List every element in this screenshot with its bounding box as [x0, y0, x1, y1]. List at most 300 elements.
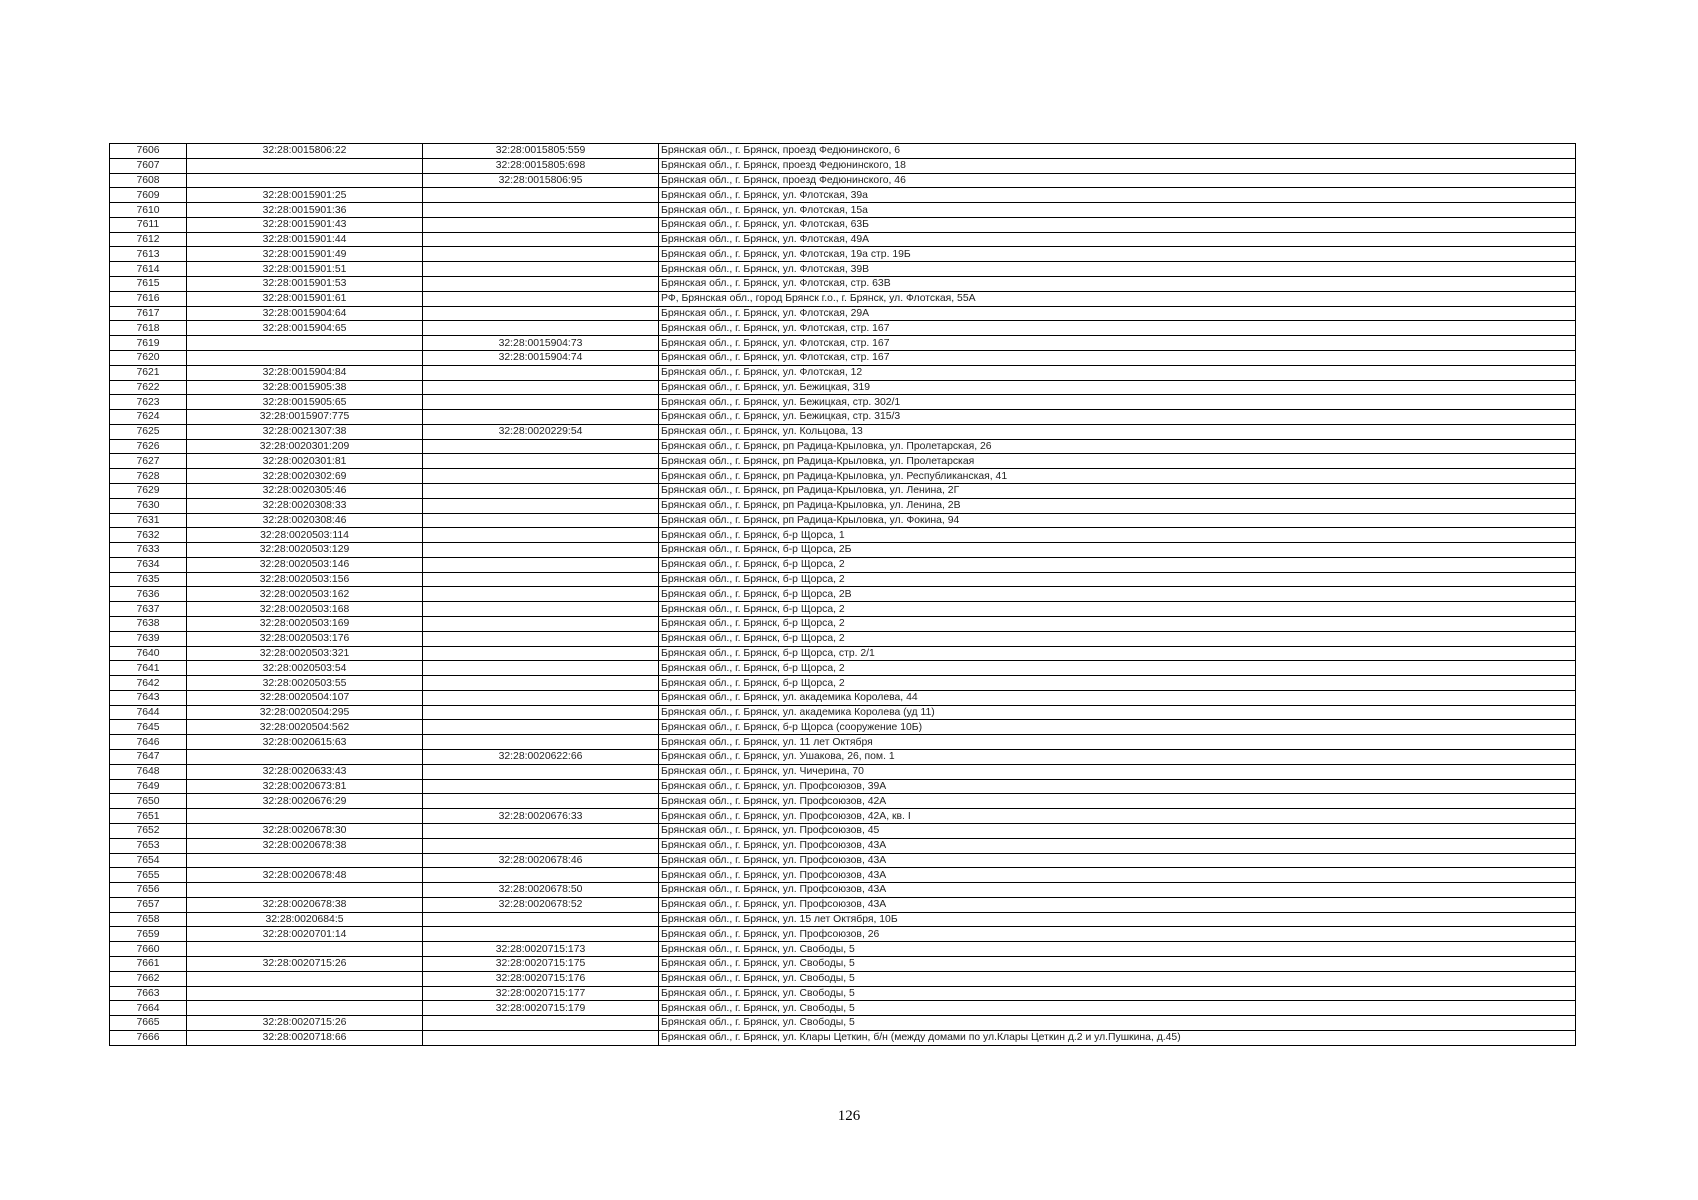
address-cell: Брянская обл., г. Брянск, ул. Профсоюзов, 43А [659, 868, 1576, 883]
row-number-cell: 7643 [110, 690, 187, 705]
cadastral-number-cell: 32:28:0020701:14 [187, 927, 423, 942]
cadastral-number-cell: 32:28:0020503:169 [187, 617, 423, 632]
row-number-cell: 7624 [110, 410, 187, 425]
address-cell: Брянская обл., г. Брянск, б-р Щорса, 2 [659, 617, 1576, 632]
cadastral-number-cell: 32:28:0020301:81 [187, 454, 423, 469]
row-number-cell: 7656 [110, 883, 187, 898]
building-cadastral-number-cell: 32:28:0020715:177 [423, 986, 659, 1001]
row-number-cell: 7606 [110, 144, 187, 159]
row-number-cell: 7633 [110, 543, 187, 558]
registry-table-body [110, 144, 1576, 1046]
building-cadastral-number-cell [423, 587, 659, 602]
building-cadastral-number-cell [423, 365, 659, 380]
table-row [110, 986, 1576, 1001]
building-cadastral-number-cell [423, 557, 659, 572]
cadastral-number-cell [187, 350, 423, 365]
address-cell: Брянская обл., г. Брянск, ул. Клары Цеткин, б/н (между домами по ул.Клары Цеткин д.2 и ул.Пушкина, д.45) [659, 1030, 1576, 1045]
address-cell: Брянская обл., г. Брянск, ул. Флотская, 63Б [659, 217, 1576, 232]
row-number-cell: 7641 [110, 661, 187, 676]
row-number-cell: 7642 [110, 676, 187, 691]
building-cadastral-number-cell [423, 410, 659, 425]
cadastral-number-cell: 32:28:0015806:22 [187, 144, 423, 159]
table-row [110, 513, 1576, 528]
building-cadastral-number-cell [423, 277, 659, 292]
row-number-cell: 7663 [110, 986, 187, 1001]
row-number-cell: 7645 [110, 720, 187, 735]
address-cell: Брянская обл., г. Брянск, ул. Профсоюзов, 43А [659, 853, 1576, 868]
row-number-cell: 7621 [110, 365, 187, 380]
row-number-cell: 7647 [110, 750, 187, 765]
building-cadastral-number-cell [423, 676, 659, 691]
cadastral-number-cell: 32:28:0015901:61 [187, 291, 423, 306]
building-cadastral-number-cell [423, 232, 659, 247]
table-row [110, 306, 1576, 321]
cadastral-number-cell [187, 336, 423, 351]
row-number-cell: 7637 [110, 602, 187, 617]
table-row [110, 587, 1576, 602]
cadastral-number-cell [187, 173, 423, 188]
building-cadastral-number-cell [423, 735, 659, 750]
table-row [110, 779, 1576, 794]
row-number-cell: 7612 [110, 232, 187, 247]
address-cell: Брянская обл., г. Брянск, ул. Флотская, 19а стр. 19Б [659, 247, 1576, 262]
table-row [110, 868, 1576, 883]
address-cell: Брянская обл., г. Брянск, б-р Щорса (сооружение 10Б) [659, 720, 1576, 735]
cadastral-number-cell: 32:28:0015905:65 [187, 395, 423, 410]
row-number-cell: 7617 [110, 306, 187, 321]
registry-table [109, 143, 1576, 1046]
table-row [110, 543, 1576, 558]
building-cadastral-number-cell [423, 469, 659, 484]
building-cadastral-number-cell [423, 321, 659, 336]
address-cell: Брянская обл., г. Брянск, ул. Свободы, 5 [659, 971, 1576, 986]
address-cell: Брянская обл., г. Брянск, ул. Ушакова, 26, пом. 1 [659, 750, 1576, 765]
address-cell: Брянская обл., г. Брянск, ул. Свободы, 5 [659, 1001, 1576, 1016]
row-number-cell: 7646 [110, 735, 187, 750]
address-cell: Брянская обл., г. Брянск, ул. Профсоюзов, 26 [659, 927, 1576, 942]
address-cell: Брянская обл., г. Брянск, ул. академика Королева (уд 11) [659, 705, 1576, 720]
row-number-cell: 7616 [110, 291, 187, 306]
cadastral-number-cell: 32:28:0021307:38 [187, 424, 423, 439]
address-cell: Брянская обл., г. Брянск, ул. Профсоюзов, 39А [659, 779, 1576, 794]
cadastral-number-cell: 32:28:0015904:64 [187, 306, 423, 321]
cadastral-number-cell: 32:28:0020503:162 [187, 587, 423, 602]
building-cadastral-number-cell [423, 631, 659, 646]
cadastral-number-cell [187, 986, 423, 1001]
cadastral-number-cell: 32:28:0020678:48 [187, 868, 423, 883]
row-number-cell: 7652 [110, 823, 187, 838]
row-number-cell: 7650 [110, 794, 187, 809]
row-number-cell: 7626 [110, 439, 187, 454]
cadastral-number-cell: 32:28:0020673:81 [187, 779, 423, 794]
address-cell: Брянская обл., г. Брянск, ул. Бежицкая, стр. 302/1 [659, 395, 1576, 410]
cadastral-number-cell: 32:28:0020301:209 [187, 439, 423, 454]
building-cadastral-number-cell [423, 483, 659, 498]
building-cadastral-number-cell [423, 188, 659, 203]
row-number-cell: 7655 [110, 868, 187, 883]
building-cadastral-number-cell [423, 1030, 659, 1045]
row-number-cell: 7618 [110, 321, 187, 336]
row-number-cell: 7608 [110, 173, 187, 188]
table-row [110, 350, 1576, 365]
address-cell: Брянская обл., г. Брянск, рп Радица-Крыловка, ул. Фокина, 94 [659, 513, 1576, 528]
cadastral-number-cell: 32:28:0020503:168 [187, 602, 423, 617]
table-row [110, 1001, 1576, 1016]
table-row [110, 291, 1576, 306]
building-cadastral-number-cell [423, 513, 659, 528]
row-number-cell: 7635 [110, 572, 187, 587]
cadastral-number-cell: 32:28:0015901:44 [187, 232, 423, 247]
building-cadastral-number-cell [423, 646, 659, 661]
building-cadastral-number-cell [423, 617, 659, 632]
building-cadastral-number-cell [423, 572, 659, 587]
building-cadastral-number-cell [423, 306, 659, 321]
row-number-cell: 7610 [110, 203, 187, 218]
table-row [110, 365, 1576, 380]
row-number-cell: 7629 [110, 483, 187, 498]
table-row [110, 956, 1576, 971]
building-cadastral-number-cell: 32:28:0020715:175 [423, 956, 659, 971]
cadastral-number-cell: 32:28:0020676:29 [187, 794, 423, 809]
cadastral-number-cell: 32:28:0020678:30 [187, 823, 423, 838]
cadastral-number-cell: 32:28:0020715:26 [187, 1016, 423, 1031]
row-number-cell: 7657 [110, 897, 187, 912]
table-row [110, 764, 1576, 779]
building-cadastral-number-cell [423, 528, 659, 543]
building-cadastral-number-cell [423, 454, 659, 469]
cadastral-number-cell: 32:28:0020503:129 [187, 543, 423, 558]
address-cell: Брянская обл., г. Брянск, ул. Бежицкая, стр. 315/3 [659, 410, 1576, 425]
cadastral-number-cell: 32:28:0020615:63 [187, 735, 423, 750]
cadastral-number-cell: 32:28:0020302:69 [187, 469, 423, 484]
row-number-cell: 7640 [110, 646, 187, 661]
row-number-cell: 7666 [110, 1030, 187, 1045]
address-cell: Брянская обл., г. Брянск, ул. Профсоюзов, 45 [659, 823, 1576, 838]
address-cell: РФ, Брянская обл., город Брянск г.о., г. Брянск, ул. Флотская, 55А [659, 291, 1576, 306]
table-row [110, 498, 1576, 513]
building-cadastral-number-cell [423, 705, 659, 720]
table-row [110, 203, 1576, 218]
cadastral-number-cell: 32:28:0020308:46 [187, 513, 423, 528]
row-number-cell: 7649 [110, 779, 187, 794]
address-cell: Брянская обл., г. Брянск, ул. Флотская, стр. 167 [659, 321, 1576, 336]
address-cell: Брянская обл., г. Брянск, ул. Профсоюзов, 43А [659, 838, 1576, 853]
building-cadastral-number-cell: 32:28:0020715:179 [423, 1001, 659, 1016]
table-row [110, 247, 1576, 262]
table-row [110, 602, 1576, 617]
table-row [110, 897, 1576, 912]
row-number-cell: 7664 [110, 1001, 187, 1016]
building-cadastral-number-cell [423, 868, 659, 883]
building-cadastral-number-cell: 32:28:0020676:33 [423, 809, 659, 824]
table-row [110, 336, 1576, 351]
address-cell: Брянская обл., г. Брянск, б-р Щорса, 2 [659, 602, 1576, 617]
row-number-cell: 7665 [110, 1016, 187, 1031]
cadastral-number-cell: 32:28:0020504:295 [187, 705, 423, 720]
cadastral-number-cell: 32:28:0020718:66 [187, 1030, 423, 1045]
building-cadastral-number-cell [423, 602, 659, 617]
table-row [110, 424, 1576, 439]
address-cell: Брянская обл., г. Брянск, проезд Федюнинского, 18 [659, 158, 1576, 173]
row-number-cell: 7644 [110, 705, 187, 720]
cadastral-number-cell: 32:28:0020305:46 [187, 483, 423, 498]
building-cadastral-number-cell: 32:28:0015904:74 [423, 350, 659, 365]
table-row [110, 809, 1576, 824]
cadastral-number-cell [187, 853, 423, 868]
row-number-cell: 7628 [110, 469, 187, 484]
table-row [110, 173, 1576, 188]
building-cadastral-number-cell [423, 720, 659, 735]
building-cadastral-number-cell [423, 1016, 659, 1031]
cadastral-number-cell: 32:28:0020715:26 [187, 956, 423, 971]
building-cadastral-number-cell [423, 764, 659, 779]
table-row [110, 277, 1576, 292]
building-cadastral-number-cell [423, 217, 659, 232]
building-cadastral-number-cell: 32:28:0020715:173 [423, 942, 659, 957]
address-cell: Брянская обл., г. Брянск, б-р Щорса, 2 [659, 572, 1576, 587]
row-number-cell: 7631 [110, 513, 187, 528]
building-cadastral-number-cell [423, 380, 659, 395]
cadastral-number-cell: 32:28:0015901:43 [187, 217, 423, 232]
address-cell: Брянская обл., г. Брянск, б-р Щорса, 2 [659, 661, 1576, 676]
cadastral-number-cell: 32:28:0015905:38 [187, 380, 423, 395]
cadastral-number-cell: 32:28:0015907:775 [187, 410, 423, 425]
cadastral-number-cell: 32:28:0020503:176 [187, 631, 423, 646]
cadastral-number-cell: 32:28:0020503:54 [187, 661, 423, 676]
table-row [110, 705, 1576, 720]
table-row [110, 720, 1576, 735]
building-cadastral-number-cell [423, 262, 659, 277]
table-row [110, 144, 1576, 159]
table-row [110, 676, 1576, 691]
table-row [110, 823, 1576, 838]
row-number-cell: 7625 [110, 424, 187, 439]
address-cell: Брянская обл., г. Брянск, рп Радица-Крыловка, ул. Республиканская, 41 [659, 469, 1576, 484]
cadastral-number-cell: 32:28:0020504:562 [187, 720, 423, 735]
address-cell: Брянская обл., г. Брянск, б-р Щорса, 2 [659, 557, 1576, 572]
row-number-cell: 7620 [110, 350, 187, 365]
table-row [110, 942, 1576, 957]
table-row [110, 971, 1576, 986]
table-row [110, 883, 1576, 898]
cadastral-number-cell: 32:28:0020678:38 [187, 897, 423, 912]
table-row [110, 617, 1576, 632]
row-number-cell: 7609 [110, 188, 187, 203]
address-cell: Брянская обл., г. Брянск, ул. Кольцова, 13 [659, 424, 1576, 439]
building-cadastral-number-cell: 32:28:0020678:50 [423, 883, 659, 898]
table-row [110, 557, 1576, 572]
table-row [110, 217, 1576, 232]
cadastral-number-cell: 32:28:0020503:321 [187, 646, 423, 661]
row-number-cell: 7651 [110, 809, 187, 824]
table-row [110, 853, 1576, 868]
table-row [110, 410, 1576, 425]
row-number-cell: 7627 [110, 454, 187, 469]
table-row [110, 262, 1576, 277]
building-cadastral-number-cell [423, 543, 659, 558]
building-cadastral-number-cell [423, 291, 659, 306]
building-cadastral-number-cell [423, 838, 659, 853]
address-cell: Брянская обл., г. Брянск, ул. 15 лет Октября, 10Б [659, 912, 1576, 927]
address-cell: Брянская обл., г. Брянск, ул. Флотская, 12 [659, 365, 1576, 380]
address-cell: Брянская обл., г. Брянск, б-р Щорса, 2 [659, 676, 1576, 691]
row-number-cell: 7614 [110, 262, 187, 277]
building-cadastral-number-cell: 32:28:0015805:698 [423, 158, 659, 173]
address-cell: Брянская обл., г. Брянск, проезд Федюнинского, 6 [659, 144, 1576, 159]
table-row [110, 158, 1576, 173]
table-row [110, 690, 1576, 705]
address-cell: Брянская обл., г. Брянск, ул. Флотская, 39В [659, 262, 1576, 277]
row-number-cell: 7636 [110, 587, 187, 602]
row-number-cell: 7630 [110, 498, 187, 513]
cadastral-number-cell [187, 942, 423, 957]
page-number: 126 [837, 1108, 861, 1124]
cadastral-number-cell: 32:28:0020633:43 [187, 764, 423, 779]
building-cadastral-number-cell: 32:28:0015904:73 [423, 336, 659, 351]
address-cell: Брянская обл., г. Брянск, рп Радица-Крыловка, ул. Ленина, 2Г [659, 483, 1576, 498]
address-cell: Брянская обл., г. Брянск, ул. Флотская, стр. 63В [659, 277, 1576, 292]
address-cell: Брянская обл., г. Брянск, ул. Флотская, стр. 167 [659, 350, 1576, 365]
cadastral-number-cell [187, 750, 423, 765]
cadastral-number-cell: 32:28:0015901:51 [187, 262, 423, 277]
cadastral-number-cell [187, 971, 423, 986]
building-cadastral-number-cell: 32:28:0020715:176 [423, 971, 659, 986]
table-row [110, 321, 1576, 336]
row-number-cell: 7634 [110, 557, 187, 572]
cadastral-number-cell: 32:28:0020678:38 [187, 838, 423, 853]
table-row [110, 454, 1576, 469]
table-row [110, 750, 1576, 765]
building-cadastral-number-cell [423, 927, 659, 942]
address-cell: Брянская обл., г. Брянск, рп Радица-Крыловка, ул. Ленина, 2В [659, 498, 1576, 513]
cadastral-number-cell: 32:28:0015904:84 [187, 365, 423, 380]
address-cell: Брянская обл., г. Брянск, ул. Свободы, 5 [659, 1016, 1576, 1031]
address-cell: Брянская обл., г. Брянск, ул. Флотская, 49А [659, 232, 1576, 247]
cadastral-number-cell: 32:28:0015904:65 [187, 321, 423, 336]
cadastral-number-cell: 32:28:0020684:5 [187, 912, 423, 927]
address-cell: Брянская обл., г. Брянск, ул. Чичерина, 70 [659, 764, 1576, 779]
building-cadastral-number-cell [423, 794, 659, 809]
building-cadastral-number-cell [423, 203, 659, 218]
building-cadastral-number-cell: 32:28:0015805:559 [423, 144, 659, 159]
table-row [110, 838, 1576, 853]
building-cadastral-number-cell: 32:28:0020622:66 [423, 750, 659, 765]
cadastral-number-cell: 32:28:0015901:49 [187, 247, 423, 262]
cadastral-number-cell [187, 1001, 423, 1016]
table-row [110, 469, 1576, 484]
address-cell: Брянская обл., г. Брянск, ул. Флотская, 29А [659, 306, 1576, 321]
building-cadastral-number-cell [423, 690, 659, 705]
row-number-cell: 7613 [110, 247, 187, 262]
cadastral-number-cell: 32:28:0020504:107 [187, 690, 423, 705]
table-row [110, 232, 1576, 247]
address-cell: Брянская обл., г. Брянск, б-р Щорса, 2Б [659, 543, 1576, 558]
building-cadastral-number-cell [423, 661, 659, 676]
table-row [110, 380, 1576, 395]
row-number-cell: 7648 [110, 764, 187, 779]
table-row [110, 395, 1576, 410]
row-number-cell: 7659 [110, 927, 187, 942]
cadastral-number-cell [187, 883, 423, 898]
table-row [110, 661, 1576, 676]
address-cell: Брянская обл., г. Брянск, ул. Свободы, 5 [659, 942, 1576, 957]
building-cadastral-number-cell: 32:28:0020678:52 [423, 897, 659, 912]
cadastral-number-cell: 32:28:0020308:33 [187, 498, 423, 513]
table-row [110, 912, 1576, 927]
row-number-cell: 7654 [110, 853, 187, 868]
address-cell: Брянская обл., г. Брянск, ул. Флотская, 15а [659, 203, 1576, 218]
table-row [110, 439, 1576, 454]
row-number-cell: 7658 [110, 912, 187, 927]
cadastral-number-cell: 32:28:0020503:156 [187, 572, 423, 587]
row-number-cell: 7660 [110, 942, 187, 957]
row-number-cell: 7619 [110, 336, 187, 351]
row-number-cell: 7638 [110, 617, 187, 632]
address-cell: Брянская обл., г. Брянск, ул. Свободы, 5 [659, 956, 1576, 971]
cadastral-number-cell: 32:28:0020503:55 [187, 676, 423, 691]
cadastral-number-cell: 32:28:0015901:36 [187, 203, 423, 218]
row-number-cell: 7623 [110, 395, 187, 410]
address-cell: Брянская обл., г. Брянск, ул. Профсоюзов, 43А [659, 897, 1576, 912]
address-cell: Брянская обл., г. Брянск, ул. Флотская, 39а [659, 188, 1576, 203]
table-row [110, 188, 1576, 203]
address-cell: Брянская обл., г. Брянск, ул. Флотская, стр. 167 [659, 336, 1576, 351]
address-cell: Брянская обл., г. Брянск, б-р Щорса, 2В [659, 587, 1576, 602]
table-row [110, 794, 1576, 809]
building-cadastral-number-cell [423, 498, 659, 513]
address-cell: Брянская обл., г. Брянск, ул. 11 лет Октября [659, 735, 1576, 750]
row-number-cell: 7611 [110, 217, 187, 232]
building-cadastral-number-cell [423, 823, 659, 838]
table-row [110, 572, 1576, 587]
address-cell: Брянская обл., г. Брянск, ул. Бежицкая, 319 [659, 380, 1576, 395]
cadastral-number-cell [187, 809, 423, 824]
address-cell: Брянская обл., г. Брянск, ул. Профсоюзов, 42А, кв. I [659, 809, 1576, 824]
address-cell: Брянская обл., г. Брянск, рп Радица-Крыловка, ул. Пролетарская, 26 [659, 439, 1576, 454]
row-number-cell: 7615 [110, 277, 187, 292]
table-row [110, 927, 1576, 942]
cadastral-number-cell: 32:28:0015901:53 [187, 277, 423, 292]
table-row [110, 631, 1576, 646]
row-number-cell: 7653 [110, 838, 187, 853]
table-row [110, 1030, 1576, 1045]
row-number-cell: 7622 [110, 380, 187, 395]
cadastral-number-cell: 32:28:0020503:114 [187, 528, 423, 543]
address-cell: Брянская обл., г. Брянск, проезд Федюнинского, 46 [659, 173, 1576, 188]
building-cadastral-number-cell: 32:28:0020678:46 [423, 853, 659, 868]
table-row [110, 483, 1576, 498]
address-cell: Брянская обл., г. Брянск, б-р Щорса, стр. 2/1 [659, 646, 1576, 661]
address-cell: Брянская обл., г. Брянск, ул. Профсоюзов, 43А [659, 883, 1576, 898]
building-cadastral-number-cell: 32:28:0020229:54 [423, 424, 659, 439]
cadastral-number-cell: 32:28:0015901:25 [187, 188, 423, 203]
address-cell: Брянская обл., г. Брянск, ул. Свободы, 5 [659, 986, 1576, 1001]
cadastral-number-cell: 32:28:0020503:146 [187, 557, 423, 572]
table-row [110, 528, 1576, 543]
address-cell: Брянская обл., г. Брянск, б-р Щорса, 2 [659, 631, 1576, 646]
address-cell: Брянская обл., г. Брянск, ул. академика Королева, 44 [659, 690, 1576, 705]
table-row [110, 1016, 1576, 1031]
address-cell: Брянская обл., г. Брянск, б-р Щорса, 1 [659, 528, 1576, 543]
row-number-cell: 7607 [110, 158, 187, 173]
row-number-cell: 7632 [110, 528, 187, 543]
building-cadastral-number-cell [423, 247, 659, 262]
row-number-cell: 7639 [110, 631, 187, 646]
building-cadastral-number-cell [423, 912, 659, 927]
row-number-cell: 7661 [110, 956, 187, 971]
building-cadastral-number-cell [423, 439, 659, 454]
address-cell: Брянская обл., г. Брянск, ул. Профсоюзов, 42А [659, 794, 1576, 809]
